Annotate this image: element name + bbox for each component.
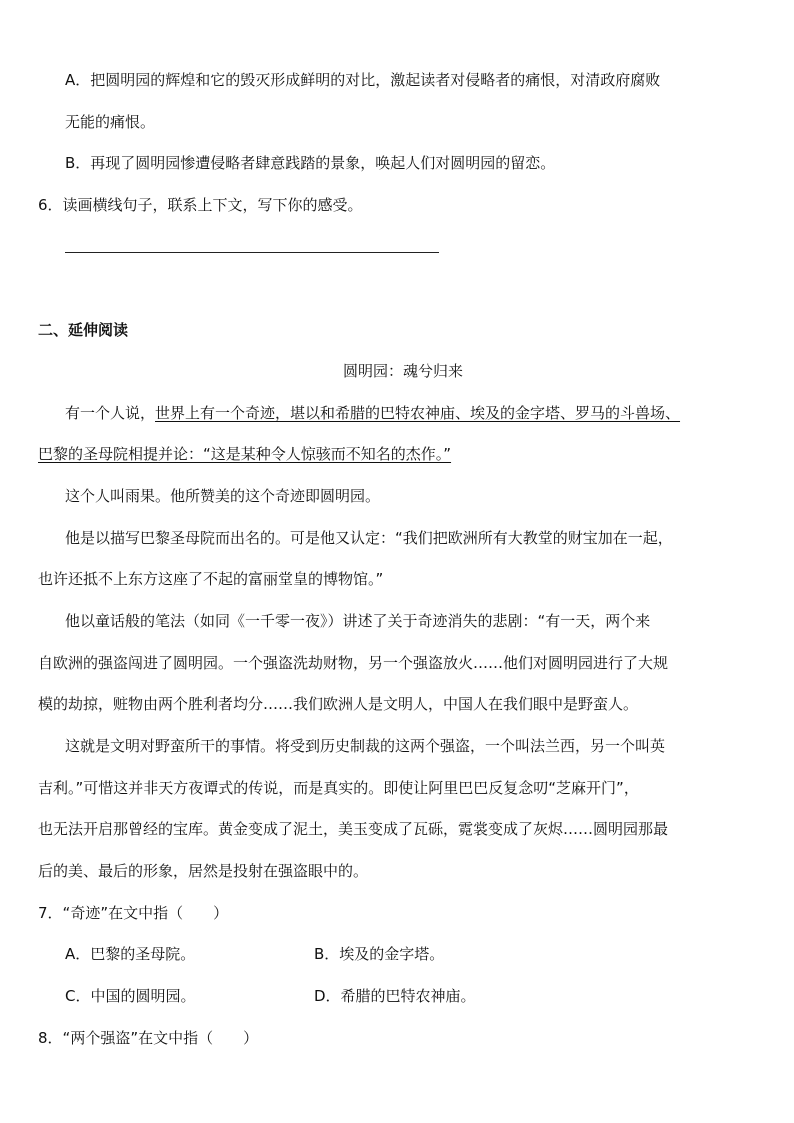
passage-p3-line2: 也许还抵不上东方这座了不起的富丽堂皇的博物馆。” (38, 570, 384, 588)
passage-p4-line2: 自欧洲的强盗闯进了圆明园。一个强盗洗劫财物，另一个强盗放火……他们对圆明园进行了大规 (38, 654, 669, 672)
passage-p4-line1: 他以童话般的笔法（如同《一千零一夜》）讲述了关于奇迹消失的悲剧：“有一天，两个来 (65, 612, 651, 630)
passage-p3-line1: 他是以描写巴黎圣母院而出名的。可是他又认定：“我们把欧洲所有大教堂的财宝加在一起， (65, 529, 673, 547)
passage-p1-intro: 有一个人说， (65, 404, 156, 422)
q7-question: 7．“奇迹”在文中指（ ） (38, 904, 229, 922)
passage-p5-line4: 后的美、最后的形象，居然是投射在强盗眼中的。 (38, 862, 369, 880)
q8-question: 8．“两个强盗”在文中指（ ） (38, 1029, 259, 1047)
passage-p5-line3: 也无法开启那曾经的宝库。黄金变成了泥土，美玉变成了瓦砾，霓裳变成了灰烬……圆明园那最 (38, 820, 669, 838)
q7-option-a[interactable]: A．巴黎的圣母院。 (65, 945, 196, 963)
underlined-sentence-part2: 巴黎的圣母院相提并论：“这是某种令人惊骇而不知名的杰作。” (38, 445, 452, 463)
q7-option-c[interactable]: C．中国的圆明园。 (65, 987, 196, 1005)
passage-p2: 这个人叫雨果。他所赞美的这个奇迹即圆明园。 (65, 487, 381, 505)
underlined-sentence-part1: 世界上有一个奇迹，堪以和希腊的巴特农神庙、埃及的金字塔、罗马的斗兽场、 (155, 404, 681, 422)
passage-p1-line1 (65, 403, 680, 423)
q6-answer-line[interactable] (65, 252, 439, 253)
q5-option-a-line1[interactable]: A．把圆明园的辉煌和它的毁灭形成鲜明的对比，激起读者对侵略者的痛恨，对清政府腐败 (65, 71, 661, 89)
section-heading: 二、延伸阅读 (38, 321, 129, 339)
q7-option-d[interactable]: D．希腊的巴特农神庙。 (314, 987, 476, 1005)
q7-option-b[interactable]: B．埃及的金字塔。 (314, 945, 445, 963)
q5-option-b[interactable]: B．再现了圆明园惨遭侵略者肆意践踏的景象，唤起人们对圆明园的留恋。 (65, 154, 556, 172)
q5-option-a-line2[interactable]: 无能的痛恨。 (65, 113, 156, 131)
passage-p5-line2: 吉利。”可惜这并非天方夜谭式的传说，而是真实的。即使让阿里巴巴反复念叨“芝麻开门”， (38, 779, 639, 797)
q6-question: 6．读画横线句子，联系上下文，写下你的感受。 (38, 196, 363, 214)
passage-p4-line3: 模的劫掠，赃物由两个胜利者均分……我们欧洲人是文明人，中国人在我们眼中是野蛮人。 (38, 695, 639, 713)
article-title: 圆明园：魂兮归来 (343, 362, 464, 380)
passage-p5-line1: 这就是文明对野蛮所干的事情。将受到历史制裁的这两个强盗，一个叫法兰西，另一个叫英 (65, 737, 666, 755)
